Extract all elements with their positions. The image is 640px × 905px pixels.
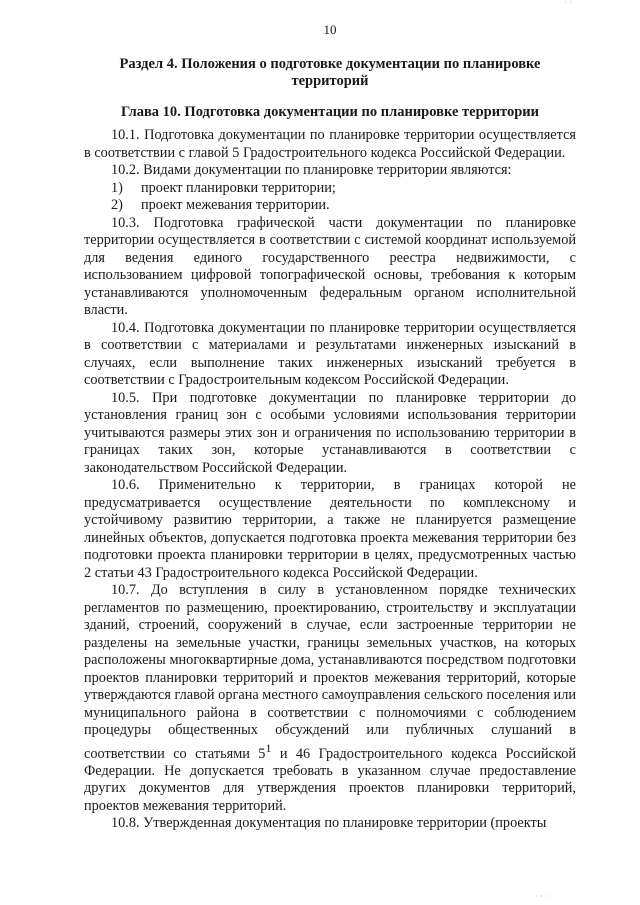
- list-item-text: проект межевания территории.: [141, 197, 330, 213]
- paragraph-10-7-text-a: 10.7. До вступления в силу в установленном порядке технических регламентов по размещению, проектированию, строительству и эксплуатации зданий, строений, сооружений в случае, если застроенные территории не разделены на земельные участки, границы земельных участков, на которых расположены многоквартирные дома, устанавливаются посредством подготовки проектов планировки территорий и проектов межевания территорий, которые утверждаются главой органа местного самоуправления сельского поселения или муниципального района в соответствии с полномочиями с соблюдением процедуры общественных обсуждений или публичных слушаний в соответствии со статьями 5: [84, 582, 576, 762]
- paragraph-10-4: 10.4. Подготовка документации по планировке территории осуществляется в соответствии с материалами и результатами инженерных изысканий в случаях, если выполнение таких инженерных изысканий требуется в соответствии с Градостроительным кодексом Российской Федерации.: [84, 319, 576, 388]
- superscript-article-number: 1: [265, 740, 272, 755]
- document-body: [84, 127, 576, 833]
- paragraph-10-1: 10.1. Подготовка документации по планировке территории осуществляется в соответствии с главой 5 Градостроительного кодекса Российской Федерации.: [84, 127, 576, 161]
- list-item-2: [84, 197, 576, 215]
- list-item-1: [84, 180, 576, 198]
- paragraph-10-2: 10.2. Видами документации по планировке территории являются:: [111, 162, 512, 178]
- section-title: [84, 56, 576, 90]
- list-item-number: 2): [111, 197, 123, 213]
- paragraph-10-5: 10.5. При подготовке документации по планировке территории до установления границ зон с особыми условиями использования территории учитываются размеры этих зон и ограничения по использованию территории в границах таких зон, которые устанавливаются в соответствии с законодательством Российской Федерации.: [84, 389, 576, 476]
- page-number: 10: [323, 22, 337, 37]
- scan-mark-top: · ·: [564, 0, 572, 7]
- paragraph-10-3: 10.3. Подготовка графической части документации по планировке территории осуществляется в соответствии с системой координат используемой для ведения единого государственного реестра недвижимости, с использованием цифровой топографической основы, требования к которым устанавливаются уполномоченным федеральным органом исполнительной власти.: [84, 214, 576, 318]
- paragraph-10-7: [84, 582, 576, 815]
- section-title-line-2: территорий: [291, 73, 369, 89]
- chapter-title: Глава 10. Подготовка документации по планировке территории: [120, 104, 540, 120]
- paragraph-10-7-text-b: и 46 Градостроительного кодекса Российской Федерации. Не допускается требовать в указанном случае предоставление других документов для утверждения проектов планировки территорий, проектов межевания территорий.: [84, 745, 576, 814]
- document-page: [84, 0, 576, 905]
- scan-mark-bottom: · · ·: [535, 892, 548, 901]
- paragraph-10-6: 10.6. Применительно к территории, в границах которой не предусматривается осуществление деятельности по комплексному и устойчивому развитию территории, а также не планируется размещение линейных объектов, допускается подготовка проекта межевания территории без подготовки проекта планировки территории в целях, предусмотренных частью 2 статьи 43 Градостроительного кодекса Российской Федерации.: [84, 477, 576, 581]
- list-item-number: 1): [111, 179, 123, 196]
- list-item-text: проект планировки территории;: [141, 179, 336, 196]
- paragraph-10-8: 10.8. Утвержденная документация по планировке территории (проекты: [111, 815, 547, 832]
- section-title-line-1: Раздел 4. Положения о подготовке документации по планировке: [119, 56, 541, 72]
